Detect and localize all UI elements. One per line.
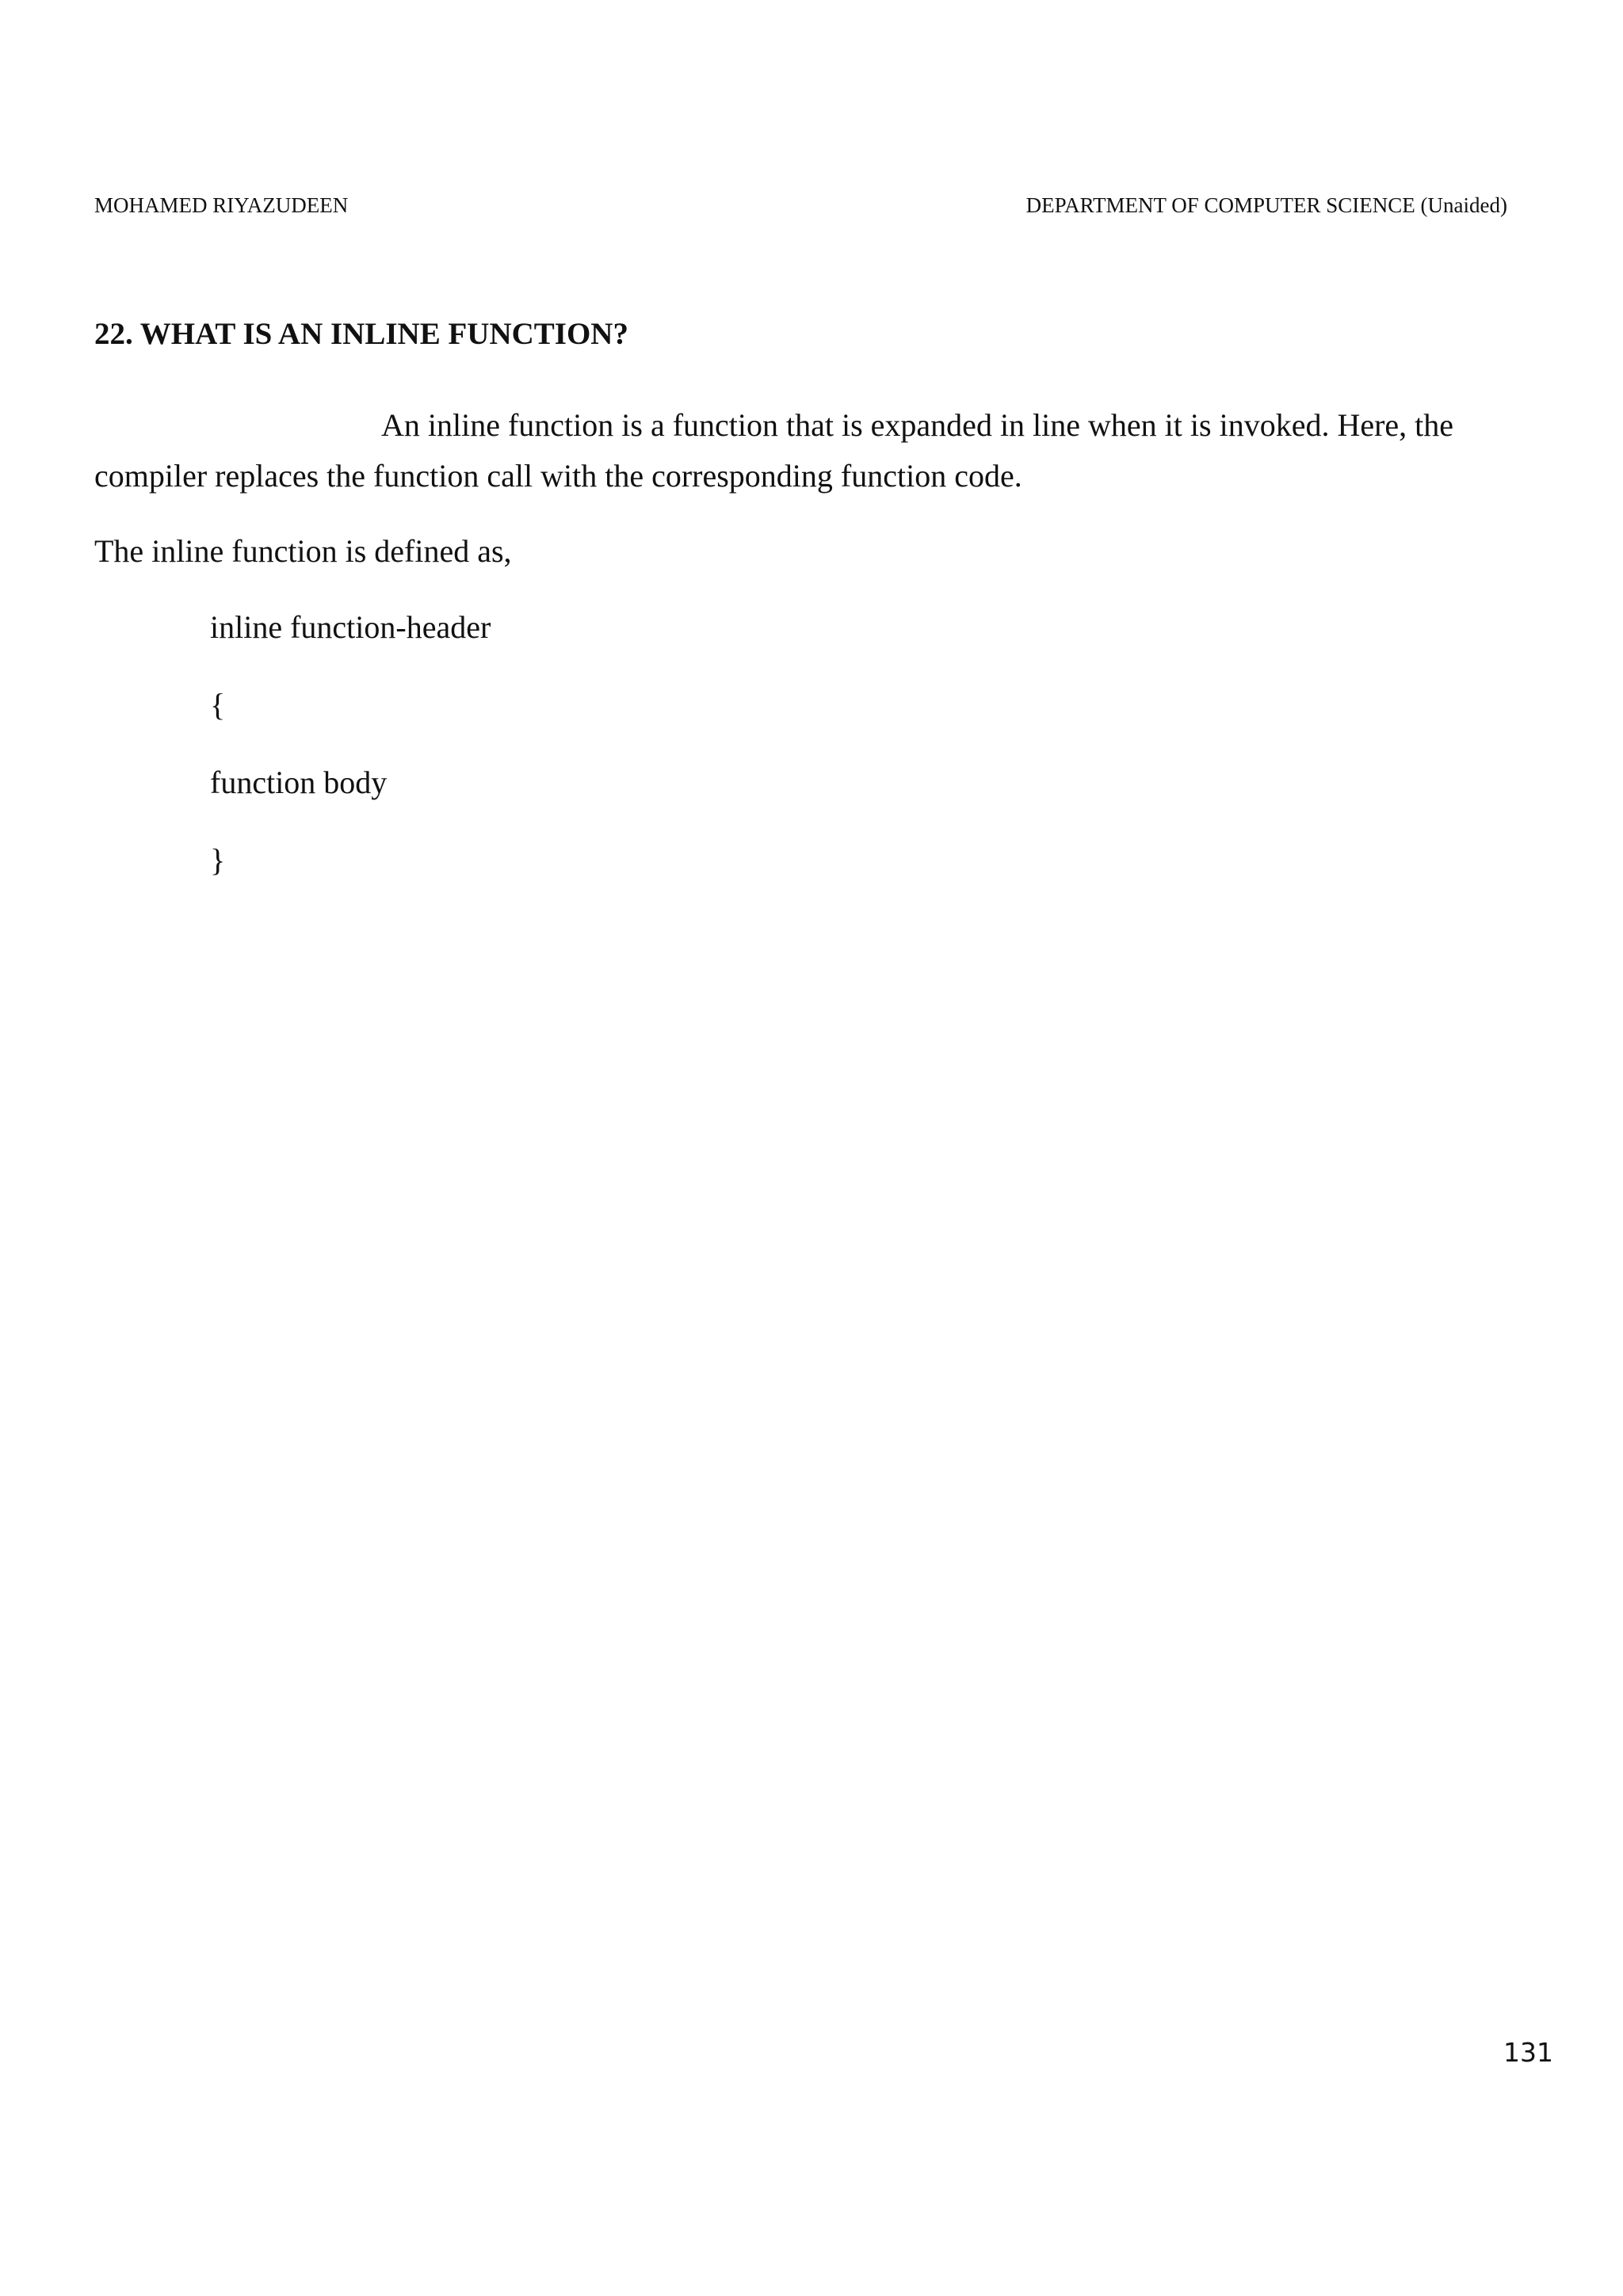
header-department: DEPARTMENT OF COMPUTER SCIENCE (Unaided) — [1025, 193, 1507, 217]
syntax-intro-paragraph: The inline function is defined as, — [94, 533, 512, 569]
page-number: 131 — [1503, 2037, 1553, 2068]
header-author: MOHAMED RIYAZUDEEN — [94, 193, 349, 217]
syntax-line-close-brace: } — [210, 842, 226, 878]
syntax-line-body: function body — [210, 765, 388, 800]
syntax-line-open-brace: { — [210, 687, 226, 723]
section-heading: 22. WHAT IS AN INLINE FUNCTION? — [94, 317, 628, 351]
syntax-line-header: inline function-header — [210, 609, 491, 645]
definition-paragraph: An inline function is a function that is expanded in line when it is invoked. Here, the compiler replaces the function call with the corresponding function code. — [94, 407, 1454, 494]
